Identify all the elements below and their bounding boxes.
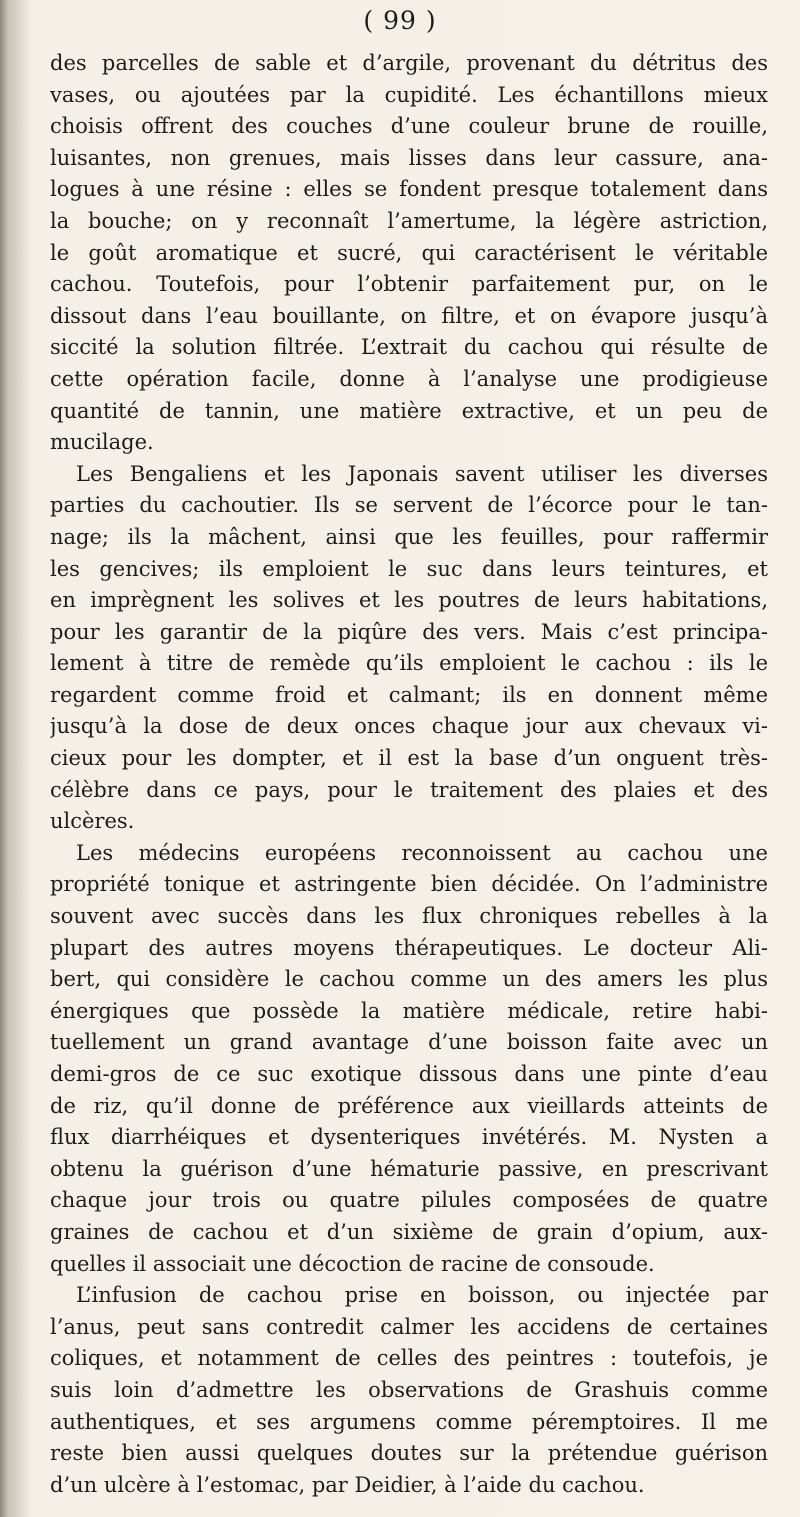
text-line: pour les garantir de la piqûre des vers. Mais c’est principa- — [50, 619, 768, 644]
text-line: graines de cachou et d’un sixième de grain d’opium, aux- — [50, 1219, 768, 1244]
text-line: quantité de tannin, une matière extractive, et un peu de — [50, 398, 768, 423]
text-line: lement à titre de remède qu’ils emploient le cachou : ils le — [50, 651, 768, 676]
text-line: coliques, et notamment de celles des peintres : toutefois, je — [50, 1346, 768, 1371]
text-line: chaque jour trois ou quatre pilules composées de quatre — [50, 1188, 768, 1213]
text-line: choisis offrent des couches d’une couleur brune de rouille, — [50, 114, 768, 139]
text-line: cachou. Toutefois, pour l’obtenir parfaitement pur, on le — [50, 272, 768, 297]
text-line: vases, ou ajoutées par la cupidité. Les échantillons mieux — [50, 82, 768, 107]
text-line: logues à une résine : elles se fondent presque totalement dans — [50, 177, 768, 202]
text-line: les gencives; ils emploient le suc dans leurs teintures, et — [50, 556, 768, 581]
text-line: dissout dans l’eau bouillante, on filtre, et on évapore jusqu’à — [50, 303, 768, 328]
text-line: propriété tonique et astringente bien décidée. On l’administre — [50, 872, 768, 897]
text-line: siccité la solution filtrée. L’extrait du cachou qui résulte de — [50, 335, 768, 360]
text-line: d’un ulcère à l’estomac, par Deidier, à l’aide du cachou. — [50, 1472, 645, 1497]
text-line: demi-gros de ce suc exotique dissous dans une pinte d’eau — [50, 1062, 768, 1086]
text-line: cieux pour les dompter, et il est la base d’un onguent très- — [50, 746, 768, 771]
text-line: obtenu la guérison d’une hématurie passive, en prescrivant — [50, 1156, 768, 1181]
text-line: le goût aromatique et sucré, qui caractérisent le véritable — [50, 240, 768, 265]
text-line: célèbre dans ce pays, pour le traitement des plaies et des — [50, 777, 768, 802]
text-line: flux diarrhéiques et dysenteriques invétérés. M. Nysten a — [50, 1125, 768, 1150]
text-line: parties du cachoutier. Ils se servent de l’écorce pour le tan- — [50, 493, 768, 518]
page-number: ( 99 ) — [363, 6, 437, 35]
text-line: plupart des autres moyens thérapeutiques. Le docteur Ali- — [50, 935, 768, 960]
text-line: nage; ils la mâchent, ainsi que les feuilles, pour raffermir — [50, 524, 768, 549]
text-line: souvent avec succès dans les flux chroniques rebelles à la — [50, 904, 768, 929]
text-line: la bouche; on y reconnaît l’amertume, la légère astriction, — [50, 208, 768, 233]
text-line: cette opération facile, donne à l’analyse une prodigieuse — [50, 366, 768, 391]
text-line: L’infusion de cachou prise en boisson, ou injectée par — [76, 1283, 768, 1308]
body-text — [50, 48, 768, 1501]
text-line: luisantes, non grenues, mais lisses dans leur cassure, ana- — [50, 145, 768, 170]
text-line: jusqu’à la dose de deux onces chaque jour aux chevaux vi- — [50, 714, 768, 739]
text-line: en imprègnent les solives et les poutres de leurs habitations, — [50, 588, 768, 613]
text-line: des parcelles de sable et d’argile, provenant du détritus des — [50, 51, 768, 75]
text-line: reste bien aussi quelques doutes sur la prétendue guérison — [50, 1441, 768, 1466]
text-line: ulcères. — [50, 809, 135, 834]
text-line: mucilage. — [50, 430, 154, 455]
text-line: suis loin d’admettre les observations de Grashuis comme — [50, 1377, 768, 1402]
text-line: Les Bengaliens et les Japonais savent utiliser les diverses — [76, 461, 768, 486]
text-line: bert, qui considère le cachou comme un des amers les plus — [50, 967, 768, 992]
text-line: quelles il associait une décoction de racine de consoude. — [50, 1251, 655, 1276]
text-line: authentiques, et ses argumens comme péremptoires. Il me — [50, 1409, 768, 1434]
text-line: regardent comme froid et calmant; ils en donnent même — [50, 682, 768, 707]
text-line: énergiques que possède la matière médicale, retire habi- — [50, 998, 768, 1023]
text-line: l’anus, peut sans contredit calmer les accidens de certaines — [50, 1314, 768, 1339]
text-line: Les médecins européens reconnoissent au cachou une — [76, 840, 768, 865]
page-spine-shadow — [0, 0, 30, 1517]
text-line: de riz, qu’il donne de préférence aux vieillards atteints de — [50, 1093, 768, 1118]
text-line: tuellement un grand avantage d’une boisson faite avec un — [50, 1030, 768, 1055]
